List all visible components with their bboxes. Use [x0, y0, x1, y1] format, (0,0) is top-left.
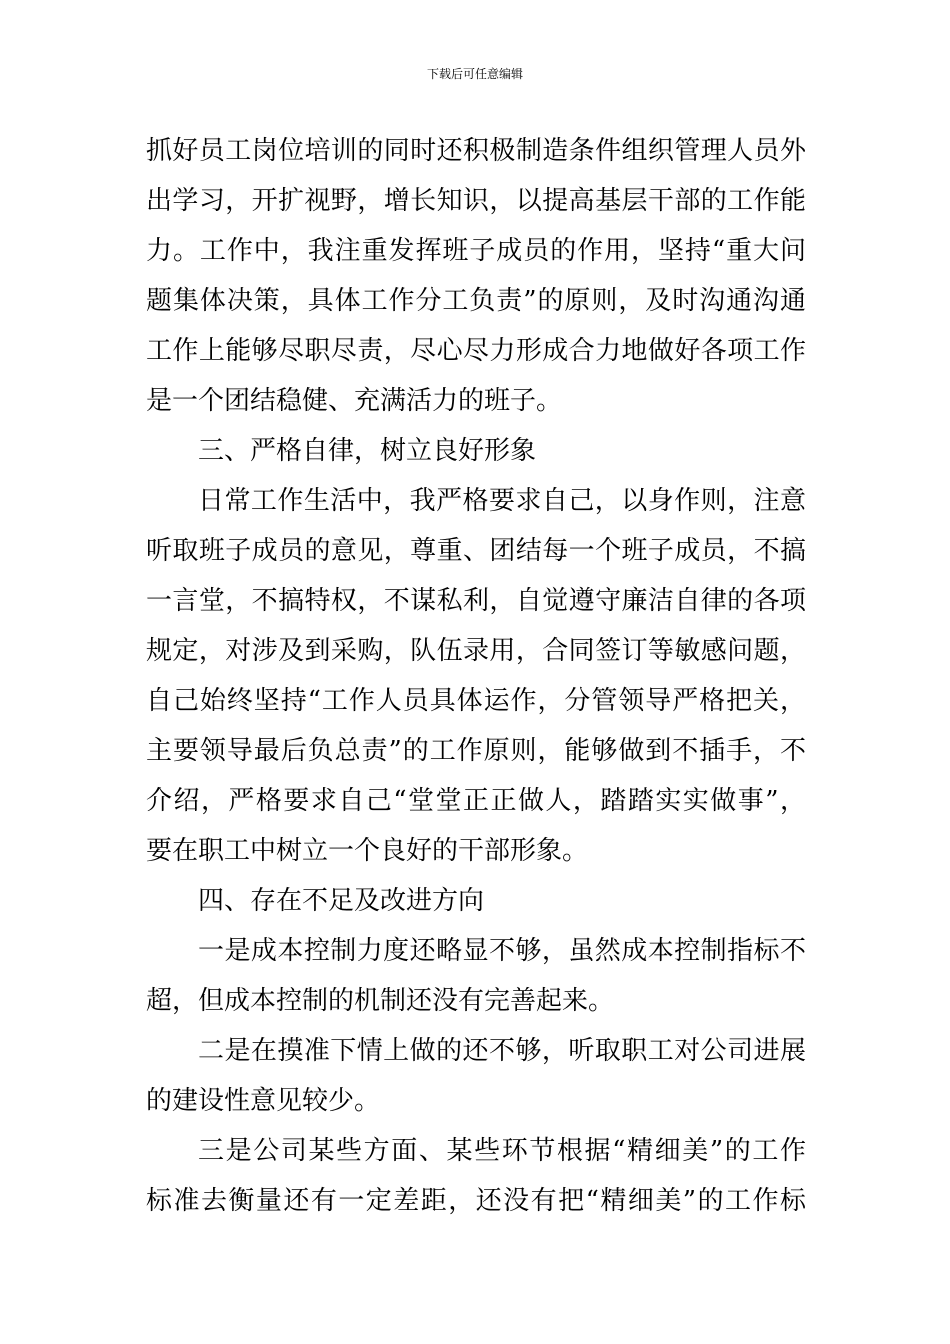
body-line: 题集体决策，具体工作分工负责”的原则，及时沟通沟通 — [146, 286, 806, 316]
document-body — [146, 126, 806, 1226]
body-line: 工作上能够尽职尽责，尽心尽力形成合力地做好各项工作 — [146, 336, 806, 366]
body-line: 自己始终坚持“工作人员具体运作，分管领导严格把关， — [146, 686, 806, 716]
body-line: 三是公司某些方面、某些环节根据“精细美”的工作 — [198, 1136, 806, 1166]
body-line: 是一个团结稳健、充满活力的班子。 — [146, 386, 563, 416]
body-line: 抓好员工岗位培训的同时还积极制造条件组织管理人员外 — [146, 136, 806, 166]
body-line: 规定，对涉及到采购，队伍录用，合同签订等敏感问题， — [146, 636, 806, 666]
body-line: 听取班子成员的意见，尊重、团结每一个班子成员，不搞 — [146, 536, 806, 566]
body-line: 一是成本控制力度还略显不够，虽然成本控制指标不 — [198, 936, 806, 966]
section-heading: 三、严格自律，树立良好形象 — [198, 436, 537, 466]
body-line: 力。工作中，我注重发挥班子成员的作用，坚持“重大问 — [146, 236, 806, 266]
body-line: 标准去衡量还有一定差距，还没有把“精细美”的工作标 — [146, 1186, 806, 1216]
body-line: 二是在摸准下情上做的还不够，听取职工对公司进展 — [198, 1036, 806, 1066]
body-line: 超，但成本控制的机制还没有完善起来。 — [146, 986, 615, 1016]
body-line: 一言堂，不搞特权，不谋私利，自觉遵守廉洁自律的各项 — [146, 586, 806, 616]
body-line: 日常工作生活中，我严格要求自己，以身作则，注意 — [198, 486, 806, 516]
body-line: 的建设性意见较少。 — [146, 1086, 381, 1116]
body-line: 主要领导最后负总责”的工作原则，能够做到不插手，不 — [146, 736, 806, 766]
page-header: 下载后可任意编辑 — [426, 67, 523, 81]
section-heading: 四、存在不足及改进方向 — [198, 886, 485, 916]
body-line: 要在职工中树立一个良好的干部形象。 — [146, 836, 589, 866]
body-line: 出学习，开扩视野，增长知识，以提高基层干部的工作能 — [146, 186, 806, 216]
body-line: 介绍，严格要求自己“堂堂正正做人，踏踏实实做事”， — [146, 786, 806, 816]
